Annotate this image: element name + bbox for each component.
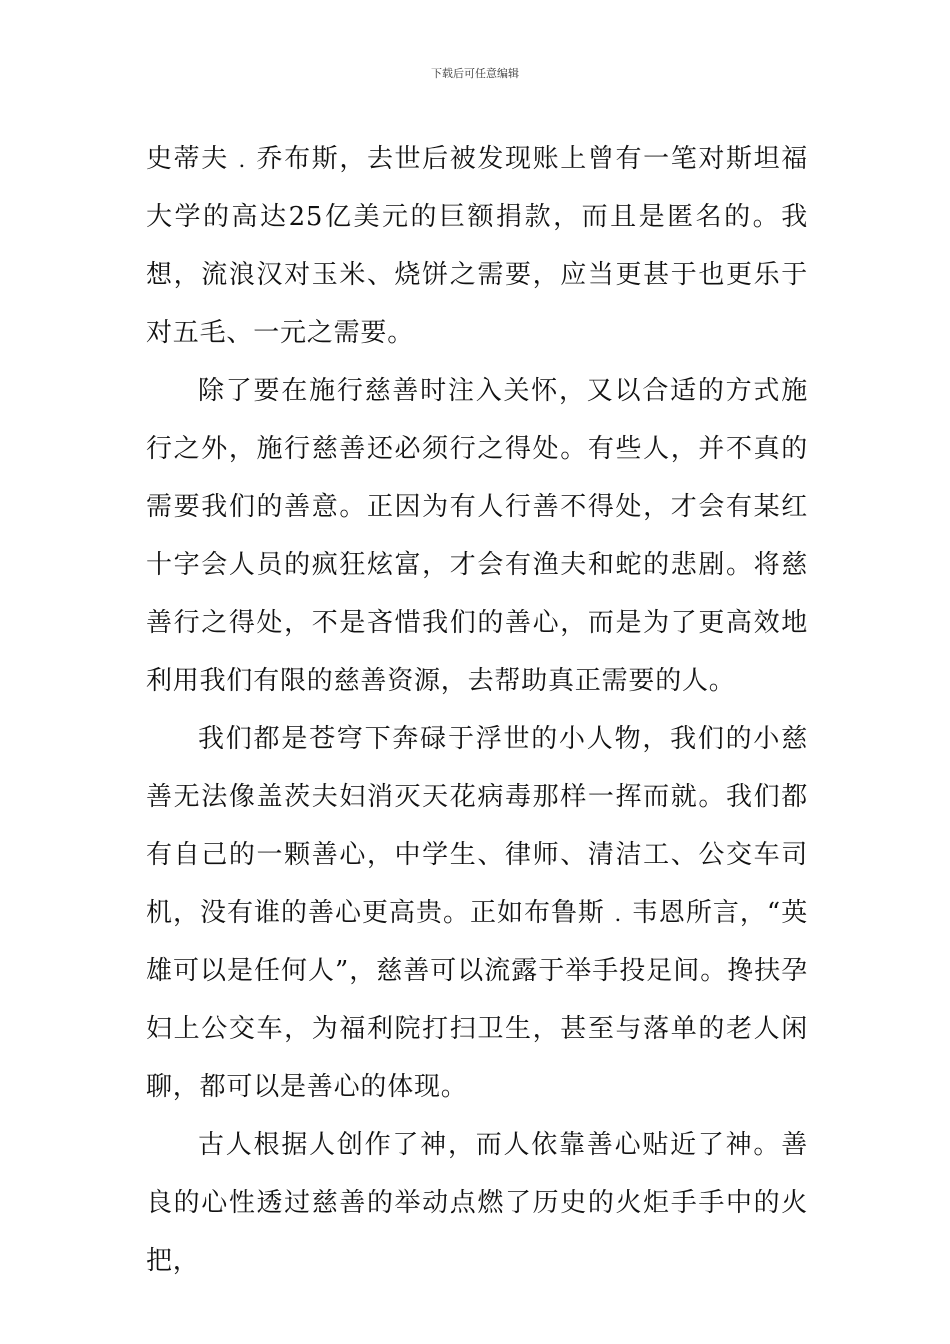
paragraph-2: 除了要在施行慈善时注入关怀，又以合适的方式施行之外，施行慈善还必须行之得处。有些人，并不真的需要我们的善意。正因为有人行善不得处，才会有某红十字会人员的疯狂炫富，才会有渔夫和蛇的悲剧。将慈善行之得处，不是吝惜我们的善心，而是为了更高效地利用我们有限的慈善资源，去帮助真正需要的人。 [146,376,808,696]
page-header: 下载后可任意编辑 [431,67,519,80]
paragraph-4: 古人根据人创作了神，而人依靠善心贴近了神。善良的心性透过慈善的举动点燃了历史的火炬手手中的火把， [146,1130,808,1276]
paragraph-3: 我们都是苍穹下奔碌于浮世的小人物，我们的小慈善无法像盖茨夫妇消灭天花病毒那样一挥而就。我们都有自己的一颗善心，中学生、律师、清洁工、公交车司机，没有谁的善心更高贵。正如布鲁斯﹒韦恩所言，“英雄可以是任何人”，慈善可以流露于举手投足间。搀扶孕妇上公交车，为福利院打扫卫生，甚至与落单的老人闲聊，都可以是善心的体现。 [146,724,808,1102]
paragraph-1: 史蒂夫﹒乔布斯，去世后被发现账上曾有一笔对斯坦福大学的高达25亿美元的巨额捐款，而且是匿名的。我想，流浪汉对玉米、烧饼之需要，应当更甚于也更乐于对五毛、一元之需要。 [146,144,808,348]
document-body [146,130,808,1290]
